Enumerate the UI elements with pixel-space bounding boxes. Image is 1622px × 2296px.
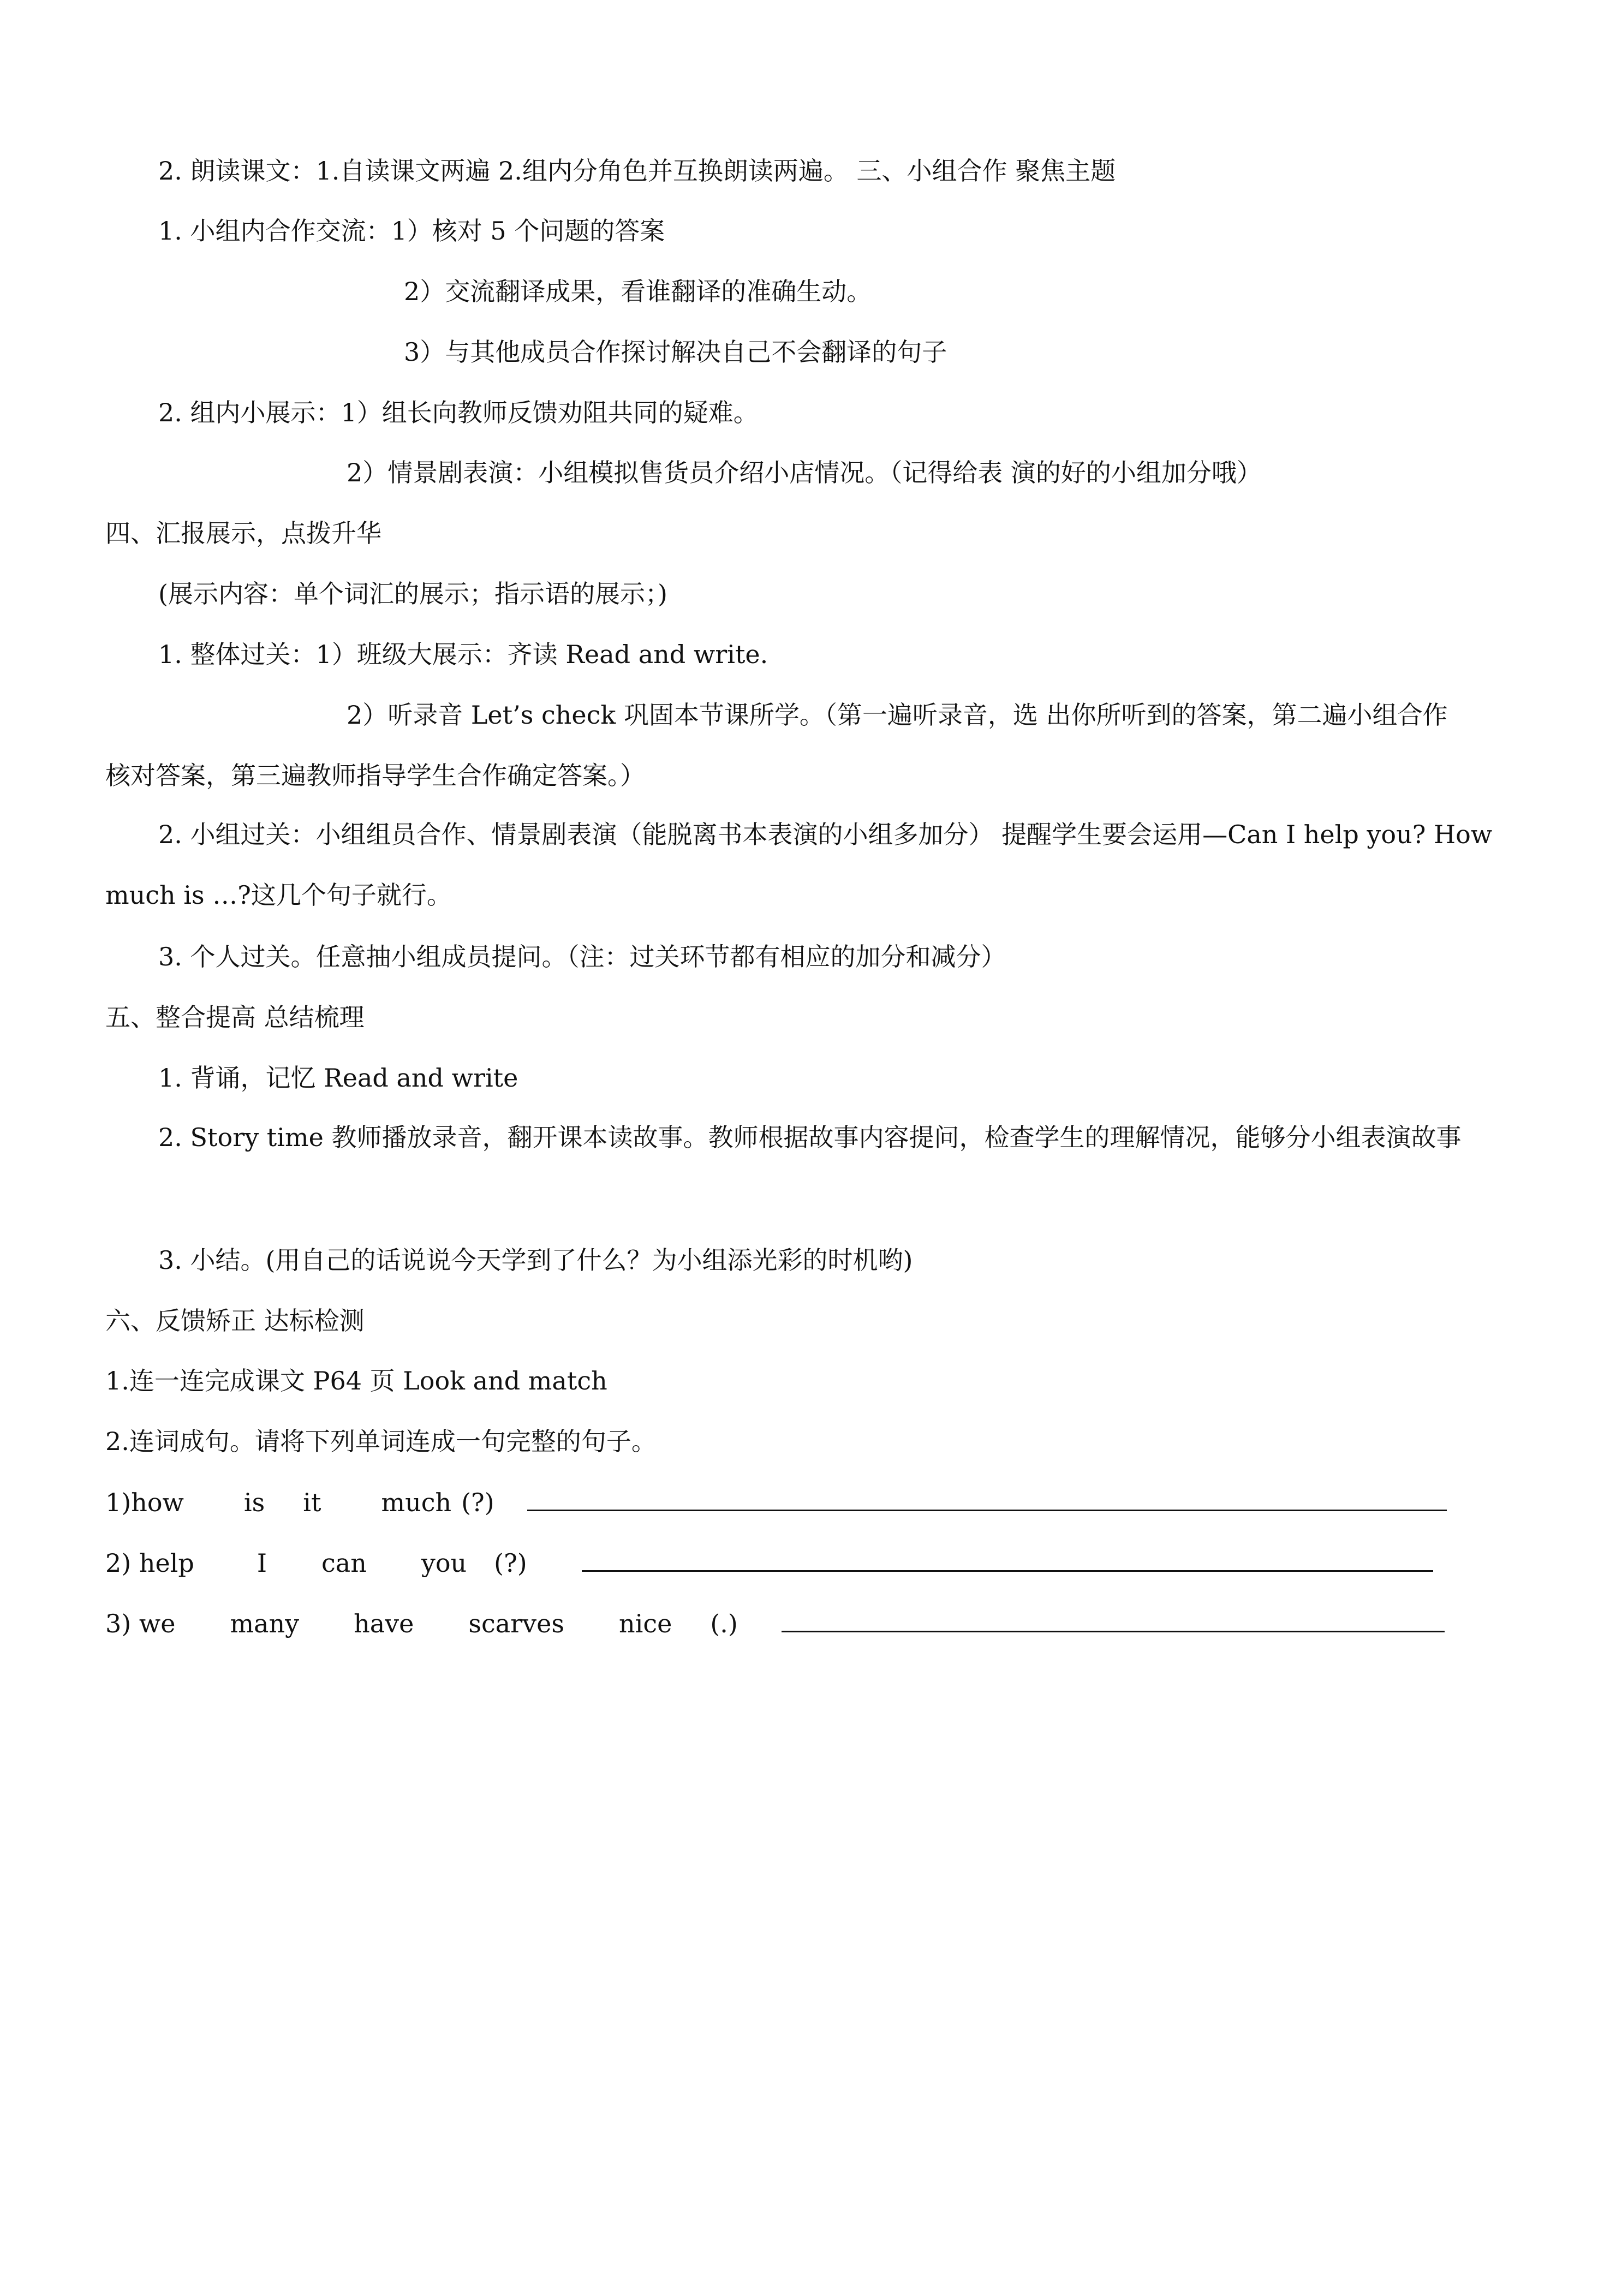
section-heading-summary: 五、整合提高 总结梳理 <box>105 1003 365 1032</box>
answer-blank-2[interactable] <box>582 1546 1433 1572</box>
text-line-listening: 2）听录音 Let’s check 巩固本节课所学。（第一遍听录音，选 出你所听到的答案，第二遍小组合作 <box>347 700 1448 730</box>
exercise-word: (?) <box>494 1548 527 1578</box>
text-line-wrap-up: 3. 小结。(用自己的话说说今天学到了什么？为小组添光彩的时机哟) <box>158 1245 913 1275</box>
exercise-word: 1)how <box>105 1488 184 1517</box>
section-heading-report: 四、汇报展示，点拨升华 <box>105 518 381 548</box>
text-line-translation-share: 2）交流翻译成果，看谁翻译的准确生动。 <box>404 277 872 306</box>
exercise-word: I <box>257 1548 267 1578</box>
exercise-word: have <box>354 1609 414 1638</box>
text-line-sentence-instruction: 2.连词成句。请将下列单词连成一句完整的句子。 <box>105 1427 657 1456</box>
text-line-role-play: 2）情景剧表演：小组模拟售货员介绍小店情况。（记得给表 演的好的小组加分哦） <box>347 458 1262 487</box>
text-line-show-content: (展示内容：单个词汇的展示；指示语的展示；) <box>158 579 667 609</box>
exercise-word: can <box>321 1548 367 1578</box>
exercise-row-2 <box>105 1546 1410 1579</box>
exercise-word: scarves <box>468 1609 564 1638</box>
text-line-reading: 2. 朗读课文：1.自读课文两遍 2.组内分角色并互换朗读两遍。 三、小组合作 聚焦主题 <box>158 156 1116 186</box>
text-paragraph-group-pass: 2. 小组过关：小组组员合作、情景剧表演（能脱离书本表演的小组多加分） 提醒学生要会运用—Can I help you? How much is …?这几个句子就行。 <box>105 820 1493 910</box>
text-line-listening-cont: 核对答案，第三遍教师指导学生合作确定答案。） <box>105 761 645 790</box>
exercise-word: nice <box>618 1609 672 1638</box>
exercise-word: it <box>303 1488 321 1517</box>
text-line-recite: 1. 背诵，记忆 Read and write <box>158 1063 518 1093</box>
exercise-word: is <box>243 1488 265 1517</box>
text-line-group-show: 2. 组内小展示：1）组长向教师反馈劝阻共同的疑难。 <box>158 398 759 427</box>
section-heading-feedback: 六、反馈矫正 达标检测 <box>105 1306 365 1335</box>
text-paragraph-story-time: 2. Story time 教师播放录音，翻开课本读故事。教师根据故事内容提问，检查学生的理解情况，能够分小组表演故事 <box>158 1123 1462 1152</box>
text-line-group-exchange: 1. 小组内合作交流：1）核对 5 个问题的答案 <box>158 216 665 246</box>
answer-blank-1[interactable] <box>527 1486 1447 1511</box>
text-line-individual-pass: 3. 个人过关。任意抽小组成员提问。（注：过关环节都有相应的加分和减分） <box>158 942 1006 971</box>
answer-blank-3[interactable] <box>782 1607 1445 1632</box>
exercise-word: (.) <box>710 1609 738 1638</box>
exercise-word: (?) <box>461 1488 494 1517</box>
text-line-overall-pass: 1. 整体过关：1）班级大展示：齐读 Read and write. <box>158 640 768 669</box>
exercise-word: 3) we <box>105 1609 176 1638</box>
text-line-look-and-match: 1.连一连完成课文 P64 页 Look and match <box>105 1366 607 1396</box>
exercise-word: many <box>230 1609 300 1638</box>
text-line-discussion: 3）与其他成员合作探讨解决自己不会翻译的句子 <box>404 337 947 367</box>
exercise-row-3 <box>105 1607 1410 1639</box>
exercise-word: much <box>381 1488 452 1517</box>
exercise-row-1 <box>105 1486 1410 1518</box>
exercise-word: 2) help <box>105 1548 194 1578</box>
exercise-word: you <box>421 1548 467 1578</box>
